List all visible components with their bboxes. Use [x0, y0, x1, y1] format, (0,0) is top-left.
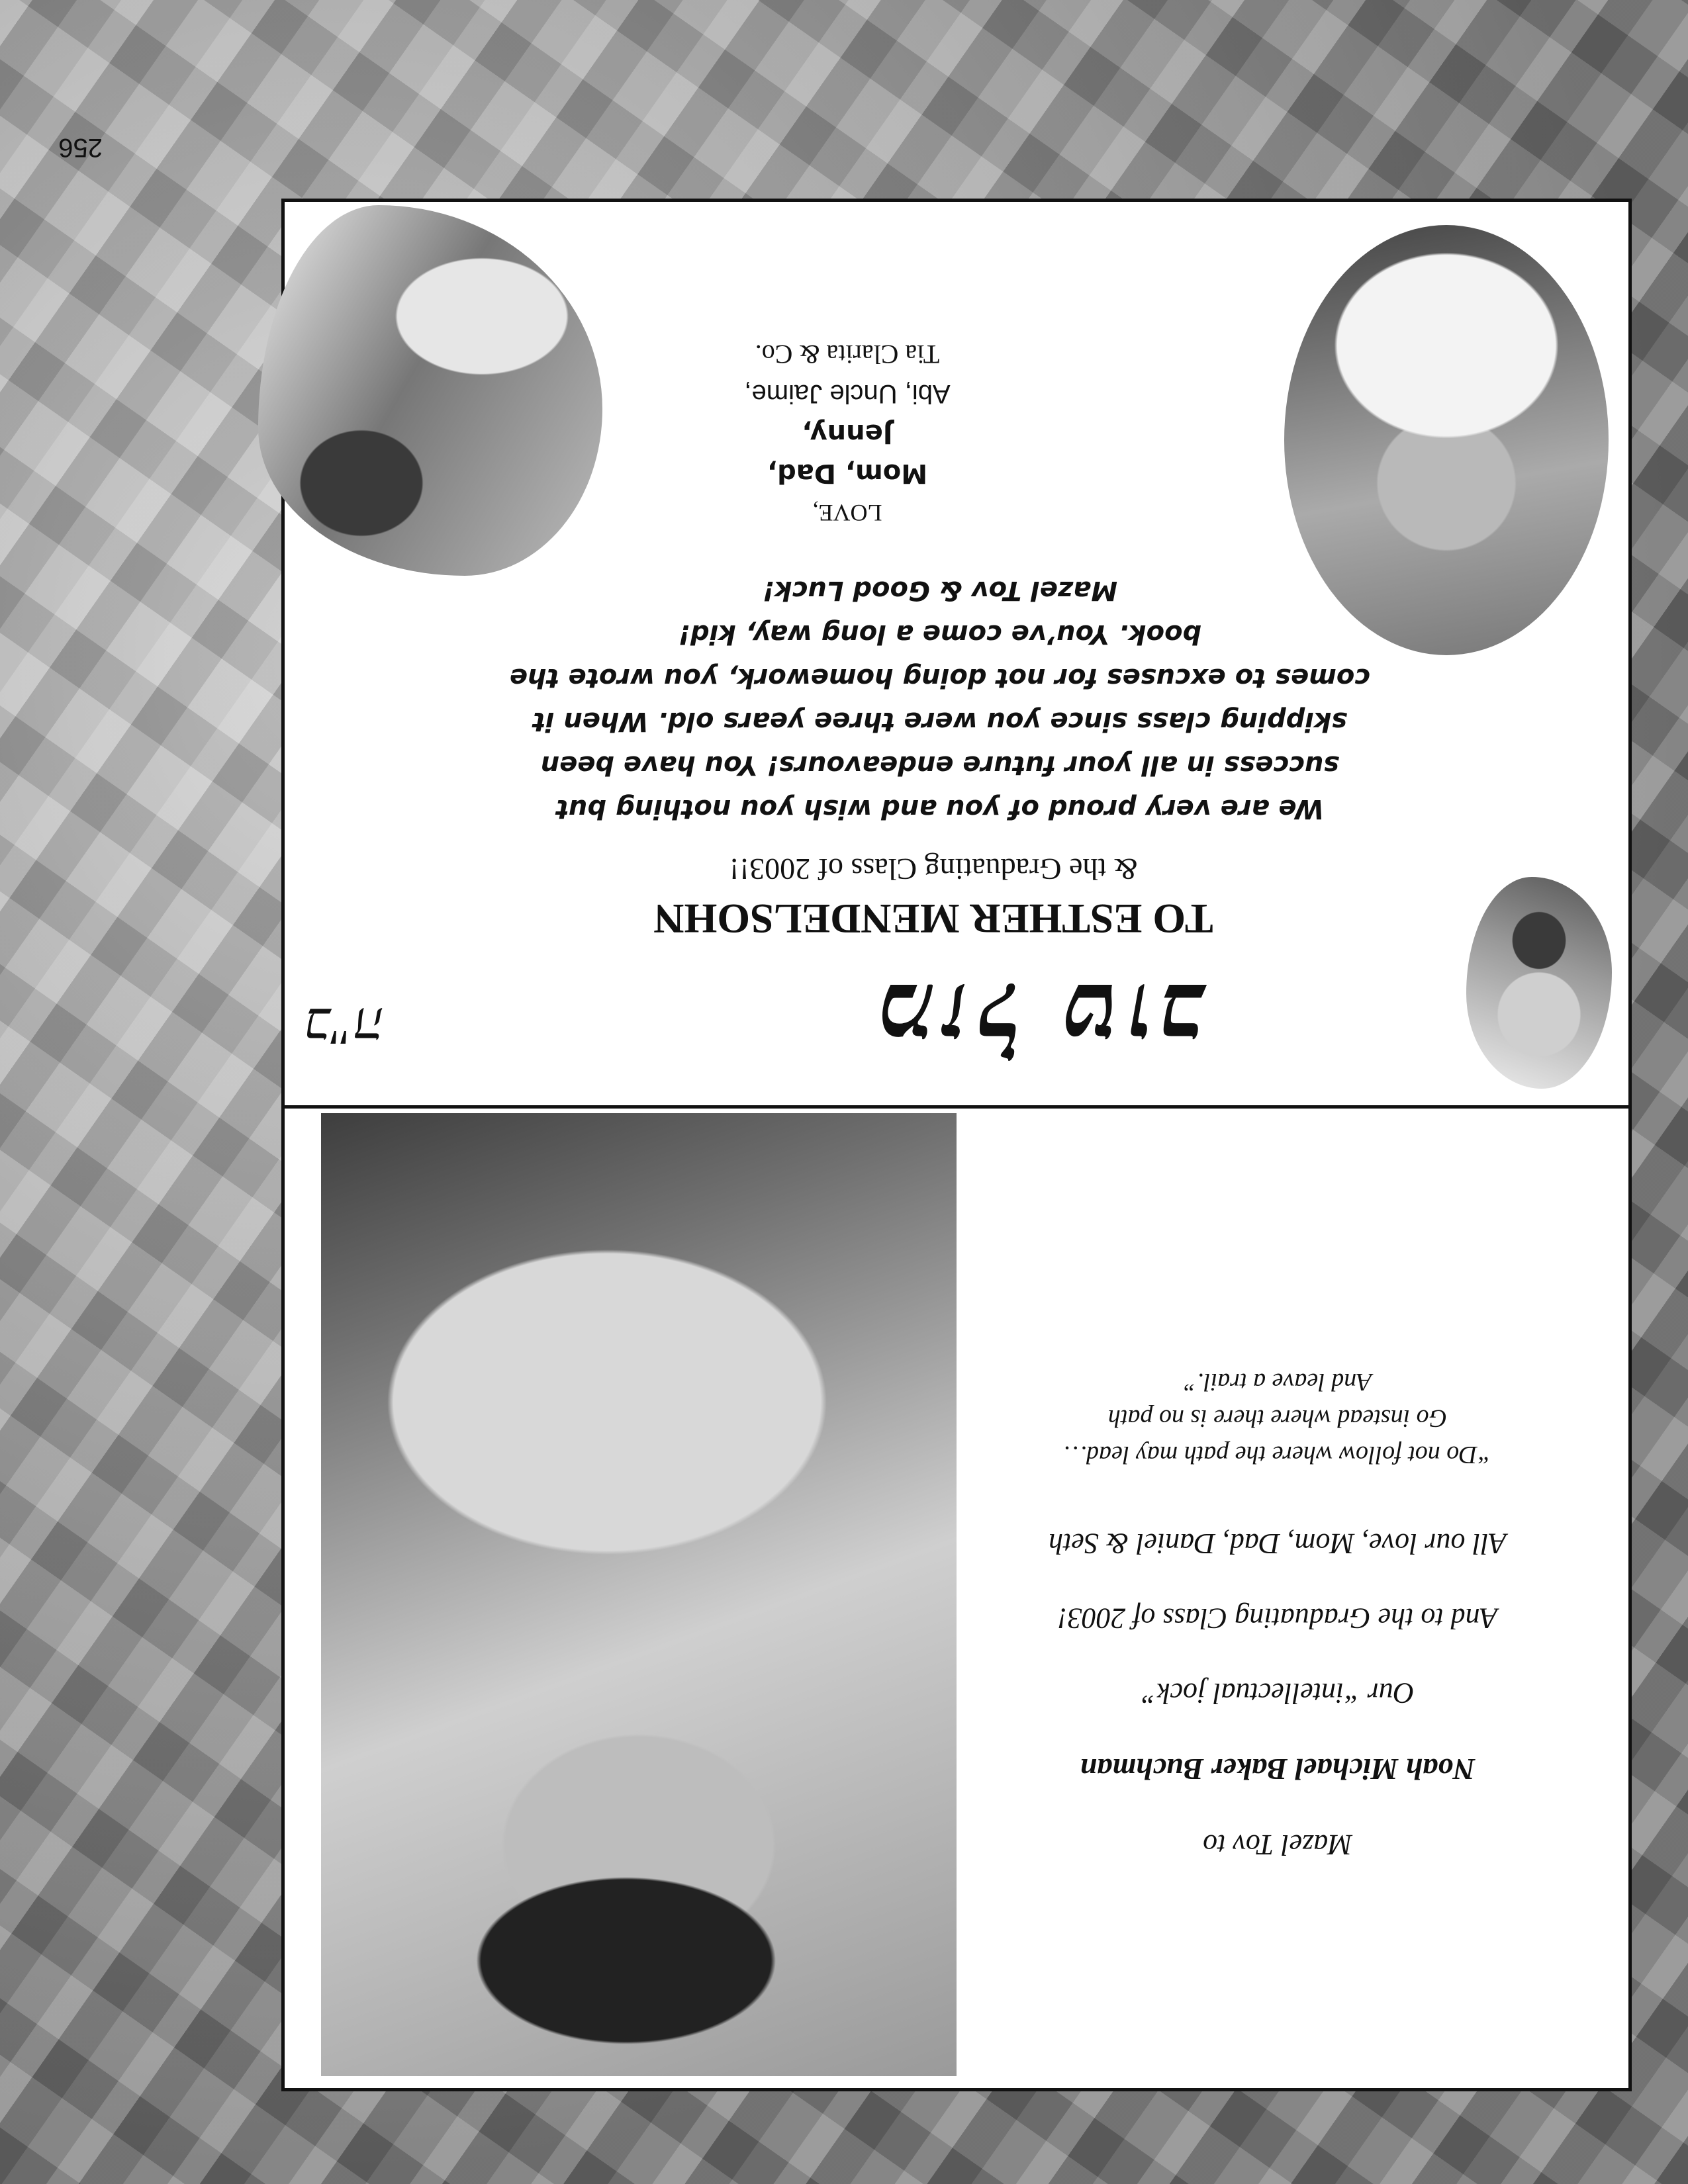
toddler-sneakers-photo	[258, 205, 602, 576]
sign-line: Mom, Dad,	[767, 458, 928, 488]
noah-photo	[321, 1113, 957, 2076]
sign-line: Abi, Uncle Jaime,	[744, 379, 951, 408]
quote-line: And leave a trail.”	[1183, 1368, 1372, 1396]
message-line: book. You’ve come a long way, kid!	[678, 619, 1202, 649]
esther-signature	[662, 334, 1033, 533]
message-line: success in all your future endeavours! You have been	[540, 750, 1340, 780]
hebrew-bh: ב"ה	[305, 997, 384, 1055]
mazel-tov-line: Mazel Tov to	[1203, 1829, 1352, 1861]
baby-photo	[1466, 877, 1612, 1089]
class-line: And to the Graduating Class of 2003!	[1057, 1602, 1498, 1635]
esther-ad-card	[281, 199, 1632, 1109]
sign-line: Jenny,	[802, 418, 893, 449]
esther-subtitle: & the Graduating Class of 2003!!	[729, 852, 1138, 886]
message-line: comes to excuses for not doing homework, you wrote the	[509, 662, 1371, 693]
noah-ad-card	[281, 1102, 1632, 2091]
page-number: 256	[58, 133, 103, 162]
graduate-name: Noah Michael Baker Buchman	[1080, 1752, 1476, 1786]
esther-message	[490, 569, 1390, 831]
nickname-line: Our “intellectual jock”	[1141, 1677, 1415, 1710]
quote-line: “Do not follow where the path may lead…	[1064, 1441, 1491, 1469]
message-line: We are very proud of you and wish you nothing but	[555, 794, 1325, 824]
message-line: Mazel Tov & Good Luck!	[762, 575, 1118, 606]
love-line: LOVE,	[812, 500, 882, 526]
message-line: skipping class since you were three years old. When it	[532, 706, 1348, 737]
family-line: All our love, Mom, Dad, Daniel & Seth	[1049, 1527, 1507, 1561]
hebrew-mazel-tov: מזל טוב	[868, 964, 1205, 1067]
sign-line: Tia Clarita & Co.	[755, 340, 940, 369]
esther-title: TO ESTHER MENDELSOHN	[653, 895, 1213, 942]
noah-ad-text	[1006, 1363, 1549, 1863]
quote-line: Go instead where there is no path	[1107, 1404, 1448, 1433]
quote	[1006, 1363, 1549, 1473]
